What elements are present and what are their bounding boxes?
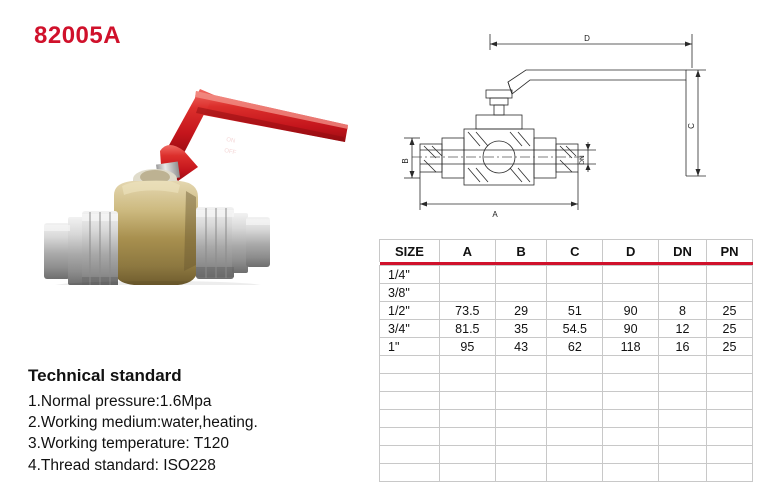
table-cell xyxy=(495,266,547,284)
table-cell xyxy=(603,356,659,374)
table-cell: 73.5 xyxy=(439,302,495,320)
technical-standard-title: Technical standard xyxy=(28,366,182,385)
table-cell xyxy=(603,410,659,428)
technical-line-2: 2.Working medium:water,heating. xyxy=(28,414,258,432)
table-cell xyxy=(439,446,495,464)
table-cell xyxy=(706,464,752,482)
table-cell xyxy=(439,266,495,284)
table-row xyxy=(380,266,753,284)
table-cell xyxy=(706,266,752,284)
table-row xyxy=(380,320,753,338)
column-header-c: C xyxy=(547,240,603,263)
left-compression-fitting xyxy=(44,211,118,285)
drawing-left-nut xyxy=(442,138,464,178)
table-cell xyxy=(495,284,547,302)
drawing-stem xyxy=(494,105,504,115)
drawing-right-fitting xyxy=(556,144,578,172)
table-cell xyxy=(706,428,752,446)
table-cell xyxy=(547,428,603,446)
table-cell xyxy=(603,266,659,284)
table-cell xyxy=(706,284,752,302)
lever-on-label: ON xyxy=(225,137,236,145)
table-cell xyxy=(603,464,659,482)
dim-label-dn: DN xyxy=(579,155,586,165)
table-row xyxy=(380,356,753,374)
valve-product-photo xyxy=(18,55,358,285)
technical-line-1: 1.Normal pressure:1.6Mpa xyxy=(28,393,212,410)
table-row xyxy=(380,284,753,302)
table-row xyxy=(380,464,753,482)
table-cell-size: 3/4" xyxy=(380,320,440,338)
table-cell: 62 xyxy=(547,338,603,356)
table-cell xyxy=(706,410,752,428)
table-cell: 16 xyxy=(658,338,706,356)
table-cell: 25 xyxy=(706,320,752,338)
table-cell xyxy=(603,374,659,392)
drawing-bonnet xyxy=(476,115,522,129)
dim-label-d: D xyxy=(584,34,590,43)
table-cell: 90 xyxy=(603,302,659,320)
table-cell xyxy=(603,392,659,410)
table-cell-size: 1" xyxy=(380,338,440,356)
table-cell: 25 xyxy=(706,338,752,356)
table-cell xyxy=(658,266,706,284)
table-head xyxy=(380,240,753,266)
table-cell xyxy=(658,464,706,482)
table-cell-size xyxy=(380,356,440,374)
table-cell xyxy=(495,446,547,464)
table-cell-size xyxy=(380,410,440,428)
table-row xyxy=(380,428,753,446)
table-cell: 118 xyxy=(603,338,659,356)
table-cell xyxy=(658,356,706,374)
table-cell xyxy=(439,356,495,374)
right-compression-fitting xyxy=(196,207,270,279)
table-cell xyxy=(547,266,603,284)
table-cell: 51 xyxy=(547,302,603,320)
table-cell-size xyxy=(380,464,440,482)
table-cell: 90 xyxy=(603,320,659,338)
table-cell xyxy=(658,392,706,410)
column-header-d: D xyxy=(603,240,659,263)
table-cell-size xyxy=(380,374,440,392)
table-cell xyxy=(706,446,752,464)
table-cell: 54.5 xyxy=(547,320,603,338)
dim-label-c: C xyxy=(687,123,696,129)
table-cell xyxy=(547,356,603,374)
column-header-size: SIZE xyxy=(380,240,440,263)
table-row xyxy=(380,302,753,320)
valve-body xyxy=(114,181,198,285)
drawing-handle-hub xyxy=(486,90,512,98)
table-row xyxy=(380,338,753,356)
table-cell: 25 xyxy=(706,302,752,320)
specification-table xyxy=(379,239,753,482)
table-cell-size xyxy=(380,428,440,446)
table-cell xyxy=(658,410,706,428)
table-body xyxy=(380,266,753,482)
table-cell xyxy=(495,428,547,446)
table-cell xyxy=(495,356,547,374)
valve-handle xyxy=(160,89,348,181)
technical-standard-block xyxy=(28,366,373,476)
table-cell: 43 xyxy=(495,338,547,356)
table-row xyxy=(380,410,753,428)
table-cell xyxy=(547,284,603,302)
table-cell xyxy=(439,392,495,410)
table-cell xyxy=(439,464,495,482)
table-cell xyxy=(547,392,603,410)
valve-photo-svg xyxy=(18,55,358,285)
table-cell xyxy=(706,392,752,410)
table-cell xyxy=(706,356,752,374)
table-row xyxy=(380,392,753,410)
table-cell xyxy=(439,410,495,428)
table-cell xyxy=(658,374,706,392)
table-cell xyxy=(547,464,603,482)
technical-drawing xyxy=(390,20,750,225)
drawing-handle xyxy=(508,70,686,94)
table-cell xyxy=(603,284,659,302)
table-cell: 95 xyxy=(439,338,495,356)
table-cell xyxy=(495,392,547,410)
table-cell xyxy=(603,428,659,446)
drawing-left-fitting xyxy=(420,144,442,172)
table-cell xyxy=(658,446,706,464)
table-cell xyxy=(495,410,547,428)
table-cell xyxy=(495,464,547,482)
technical-line-3: 3.Working temperature: T120 xyxy=(28,435,230,453)
lever-off-label: OFF xyxy=(223,148,237,157)
table-cell-size: 3/8" xyxy=(380,284,440,302)
column-header-dn: DN xyxy=(658,240,706,263)
column-header-b: B xyxy=(495,240,547,263)
table-cell xyxy=(547,446,603,464)
table-header-row xyxy=(380,240,753,263)
column-header-pn: PN xyxy=(706,240,752,263)
table-cell xyxy=(439,428,495,446)
drawing-right-nut xyxy=(534,138,556,178)
table-cell xyxy=(603,446,659,464)
table-cell xyxy=(658,428,706,446)
table-cell-size xyxy=(380,446,440,464)
dim-label-b: B xyxy=(401,158,410,164)
dim-label-a: A xyxy=(492,210,498,219)
table-cell xyxy=(495,374,547,392)
table-cell: 12 xyxy=(658,320,706,338)
table-cell: 8 xyxy=(658,302,706,320)
table-cell xyxy=(439,374,495,392)
table-cell: 81.5 xyxy=(439,320,495,338)
table-cell xyxy=(439,284,495,302)
table-cell xyxy=(658,284,706,302)
table-cell: 29 xyxy=(495,302,547,320)
table-cell-size xyxy=(380,392,440,410)
table-row xyxy=(380,374,753,392)
table-cell xyxy=(547,410,603,428)
table-cell-size: 1/2" xyxy=(380,302,440,320)
column-header-a: A xyxy=(439,240,495,263)
drawing-stem-nut xyxy=(490,98,508,105)
page-title: 82005A xyxy=(34,22,122,49)
technical-line-4: 4.Thread standard: ISO228 xyxy=(28,456,216,474)
technical-drawing-svg xyxy=(390,20,750,225)
table-row xyxy=(380,446,753,464)
table-cell-size: 1/4" xyxy=(380,266,440,284)
table-cell xyxy=(547,374,603,392)
table-cell: 35 xyxy=(495,320,547,338)
table-cell xyxy=(706,374,752,392)
